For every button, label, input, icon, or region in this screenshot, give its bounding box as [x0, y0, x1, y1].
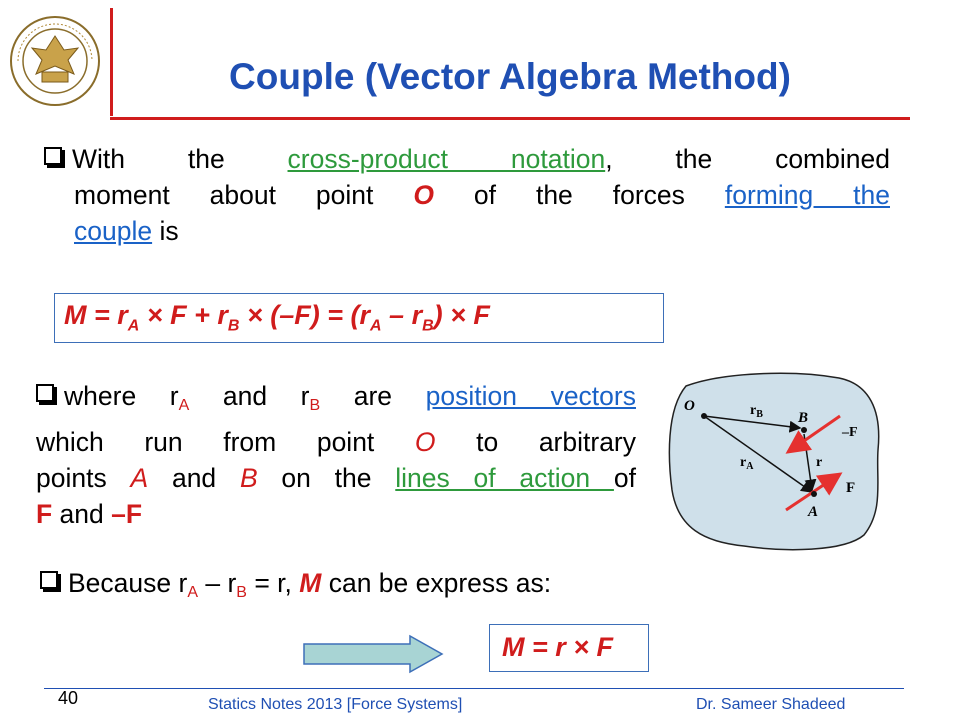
svg-text:O: O [684, 398, 695, 414]
svg-text:r: r [816, 455, 823, 470]
rigid-body-shape [669, 373, 878, 549]
bullet-position-vectors: where $r_A$ and $r_B$ are position vectors which run from point O to arbitrary points A and B on the lines of action of F and –F [36, 381, 637, 529]
svg-text:B: B [798, 410, 809, 426]
page-number: 40 [58, 688, 79, 708]
moment-equation: $M = r_A \times F + r_B \times (-F) = (r_A - r_B) \times F$ [64, 300, 490, 335]
couple-vector-diagram [664, 370, 886, 554]
university-seal-logo [8, 14, 102, 108]
simplified-moment-equation: M = r × F [502, 632, 614, 662]
lines-of-action-link[interactable]: lines of action [395, 463, 614, 493]
footer-course-title: Statics Notes 2013 [Force Systems] [208, 696, 463, 713]
svg-text:–F: –F [842, 425, 858, 440]
header-vertical-rule [110, 8, 113, 116]
svg-text:rB: $r_B$ [750, 403, 763, 420]
bullet-because: Because $r_A - r_B = r$, M can be express as: [40, 568, 551, 602]
slide-title: Couple (Vector Algebra Method) [229, 56, 791, 97]
bullet-cross-product: With the cross-product notation, the combined moment about point O of the forces forming the couple is [44, 141, 890, 249]
forming-couple-link[interactable]: forming the [724, 180, 890, 210]
header-horizontal-rule [110, 117, 910, 120]
footer-author: Dr. Sameer Shadeed [696, 696, 846, 713]
footer-rule [44, 688, 904, 689]
right-arrow-icon [302, 634, 444, 674]
cross-product-link[interactable]: cross-product notation [287, 144, 606, 174]
couple-link[interactable]: couple [74, 216, 153, 246]
svg-text:F: F [846, 480, 856, 496]
svg-text:A: A [808, 504, 819, 520]
checkbox-bullet-icon [44, 147, 62, 165]
svg-text:rA: $r_A$ [740, 455, 754, 472]
checkbox-bullet-icon [40, 571, 58, 589]
position-vectors-link[interactable]: position vectors [425, 381, 636, 411]
checkbox-bullet-icon [36, 384, 54, 402]
